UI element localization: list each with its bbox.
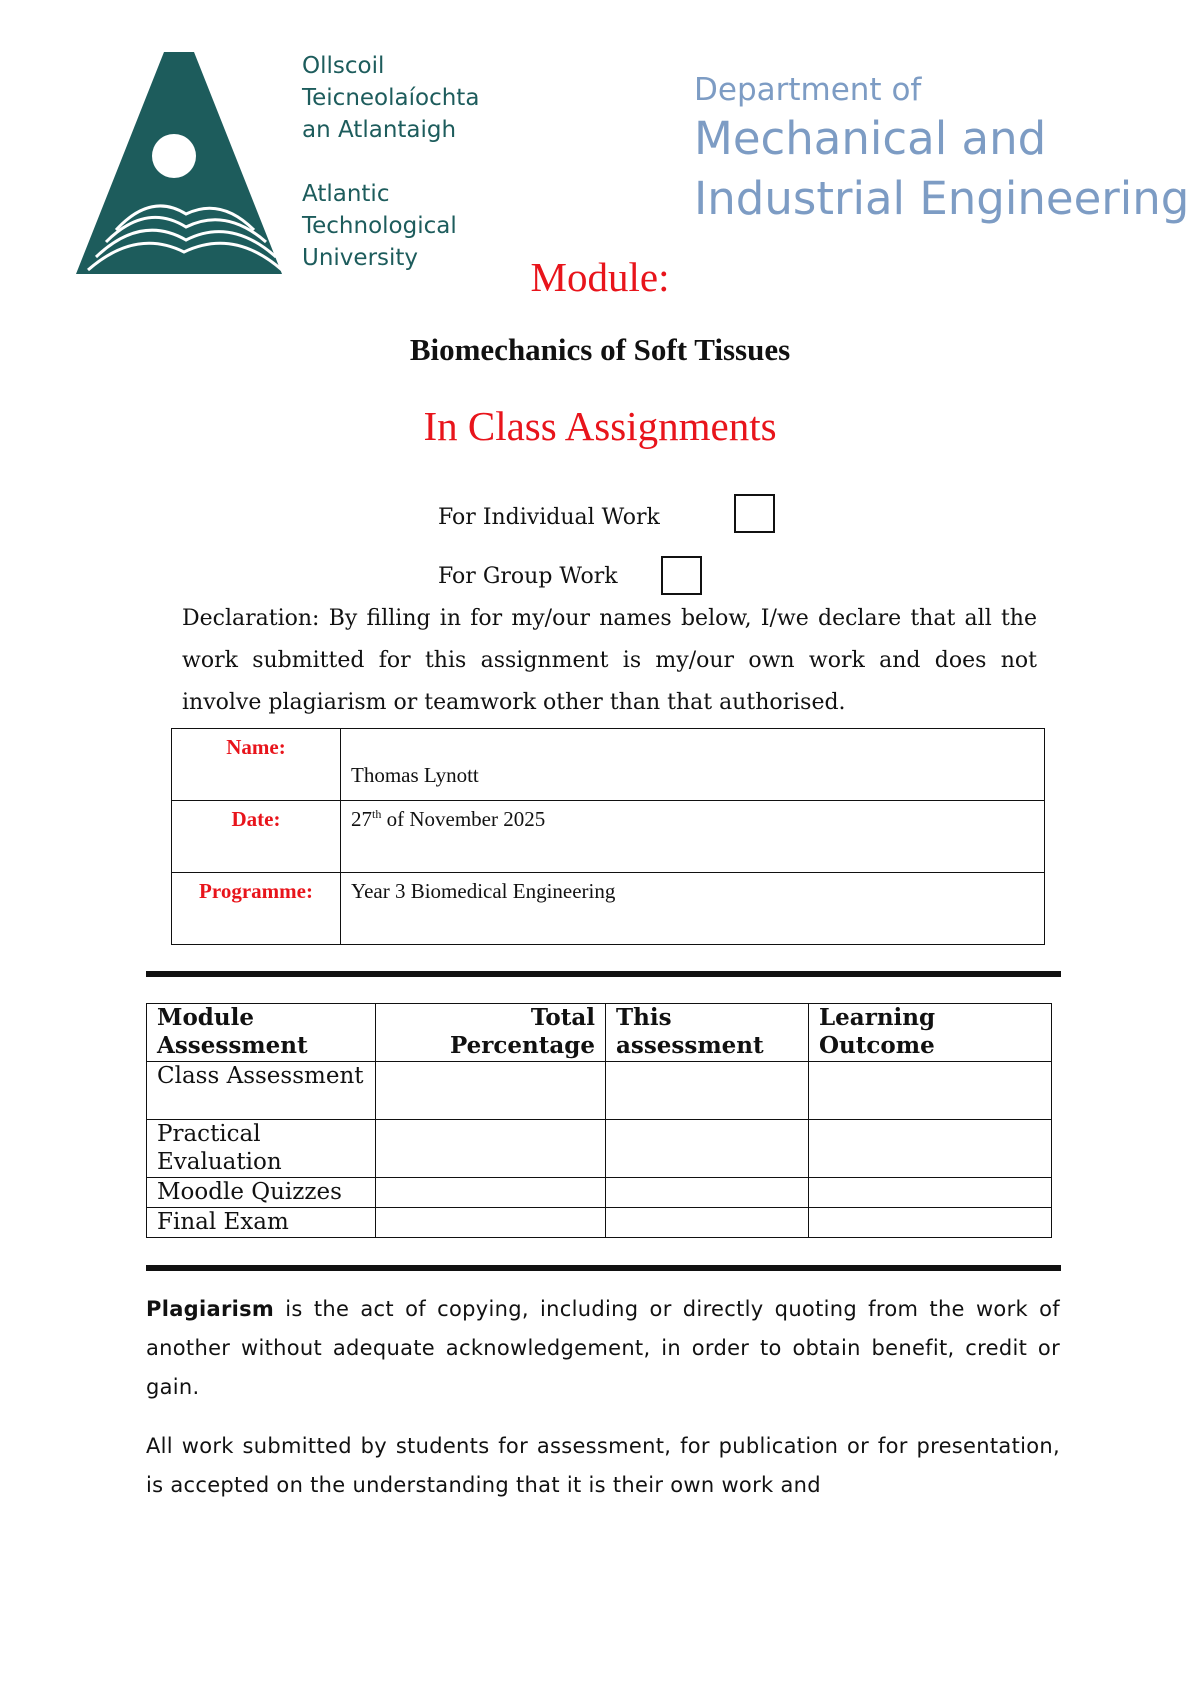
group-work-label: For Group Work	[438, 564, 618, 589]
table-cell[interactable]	[809, 1208, 1052, 1238]
table-row	[147, 1208, 1052, 1238]
assignment-title: In Class Assignments	[423, 403, 777, 449]
univ-en-line: Technological	[302, 213, 457, 239]
univ-ga-line: an Atlantaigh	[302, 117, 457, 143]
table-cell[interactable]	[809, 1178, 1052, 1208]
department-line-3: Industrial Engineering	[694, 172, 1190, 225]
assessment-table	[146, 1003, 1052, 1238]
plagiarism-definition	[146, 1290, 1060, 1407]
date-rest: of November 2025	[381, 807, 546, 831]
row-label: Class Assessment	[147, 1062, 376, 1120]
table-cell[interactable]	[809, 1062, 1052, 1120]
table-cell[interactable]	[376, 1062, 606, 1120]
programme-label: Programme:	[172, 873, 341, 945]
table-cell[interactable]	[606, 1208, 809, 1238]
student-info-table	[171, 728, 1045, 945]
table-cell[interactable]	[606, 1120, 809, 1178]
table-cell[interactable]	[376, 1120, 606, 1178]
univ-ga-line: Teicneolaíochta	[302, 85, 480, 111]
module-name: Biomechanics of Soft Tissues	[409, 332, 791, 367]
table-cell[interactable]	[376, 1178, 606, 1208]
table-row	[147, 1178, 1052, 1208]
table-cell[interactable]	[606, 1178, 809, 1208]
date-value	[341, 801, 1045, 873]
plagiarism-paragraph-2: All work submitted by students for assessment, for publication or for presentation, is accepted on the understanding that it is their own work and	[146, 1434, 1060, 1497]
header-learning-outcome: Learning Outcome	[809, 1004, 1052, 1062]
department-line-2: Mechanical and	[694, 112, 1047, 165]
header-module-assessment: Module Assessment	[147, 1004, 376, 1062]
table-cell[interactable]	[606, 1062, 809, 1120]
table-row	[147, 1120, 1052, 1178]
divider-rule	[146, 1265, 1061, 1271]
group-work-checkbox[interactable]	[661, 556, 702, 595]
univ-en-line: Atlantic	[302, 181, 390, 207]
header-this-assessment: This assessment	[606, 1004, 809, 1062]
date-suffix: th	[372, 807, 382, 821]
plagiarism-definition-text: is the act of copying, including or directly quoting from the work of another without adequate acknowledgement, in order to obtain benefit, credit or gain.	[146, 1297, 1060, 1399]
plagiarism-term: Plagiarism	[146, 1297, 275, 1321]
name-value-text: Thomas Lynott	[351, 763, 479, 787]
table-row	[147, 1062, 1052, 1120]
row-label: Final Exam	[147, 1208, 376, 1238]
header-total-percentage: Total Percentage	[376, 1004, 606, 1062]
individual-work-checkbox[interactable]	[734, 494, 775, 533]
declaration-text: Declaration: By filling in for my/our names below, I/we declare that all the work submitted for this assignment is my/our own work and does not involve plagiarism or teamwork other than that authorised.	[182, 606, 1037, 715]
name-value	[341, 729, 1045, 801]
table-cell[interactable]	[376, 1208, 606, 1238]
divider-rule	[146, 971, 1061, 977]
date-label: Date:	[172, 801, 341, 873]
department-line-1: Department of	[694, 72, 922, 108]
row-label: Moodle Quizzes	[147, 1178, 376, 1208]
name-label: Name:	[172, 729, 341, 801]
programme-value: Year 3 Biomedical Engineering	[341, 873, 1045, 945]
date-day: 27	[351, 807, 372, 831]
university-irish-name	[302, 50, 479, 146]
individual-work-label: For Individual Work	[438, 505, 660, 530]
module-label: Module:	[530, 254, 670, 300]
table-cell[interactable]	[809, 1120, 1052, 1178]
univ-ga-line: Ollscoil	[302, 53, 385, 79]
univ-en-line: University	[302, 245, 419, 271]
atu-logo-icon	[76, 52, 282, 274]
row-label: Practical Evaluation	[147, 1120, 376, 1178]
